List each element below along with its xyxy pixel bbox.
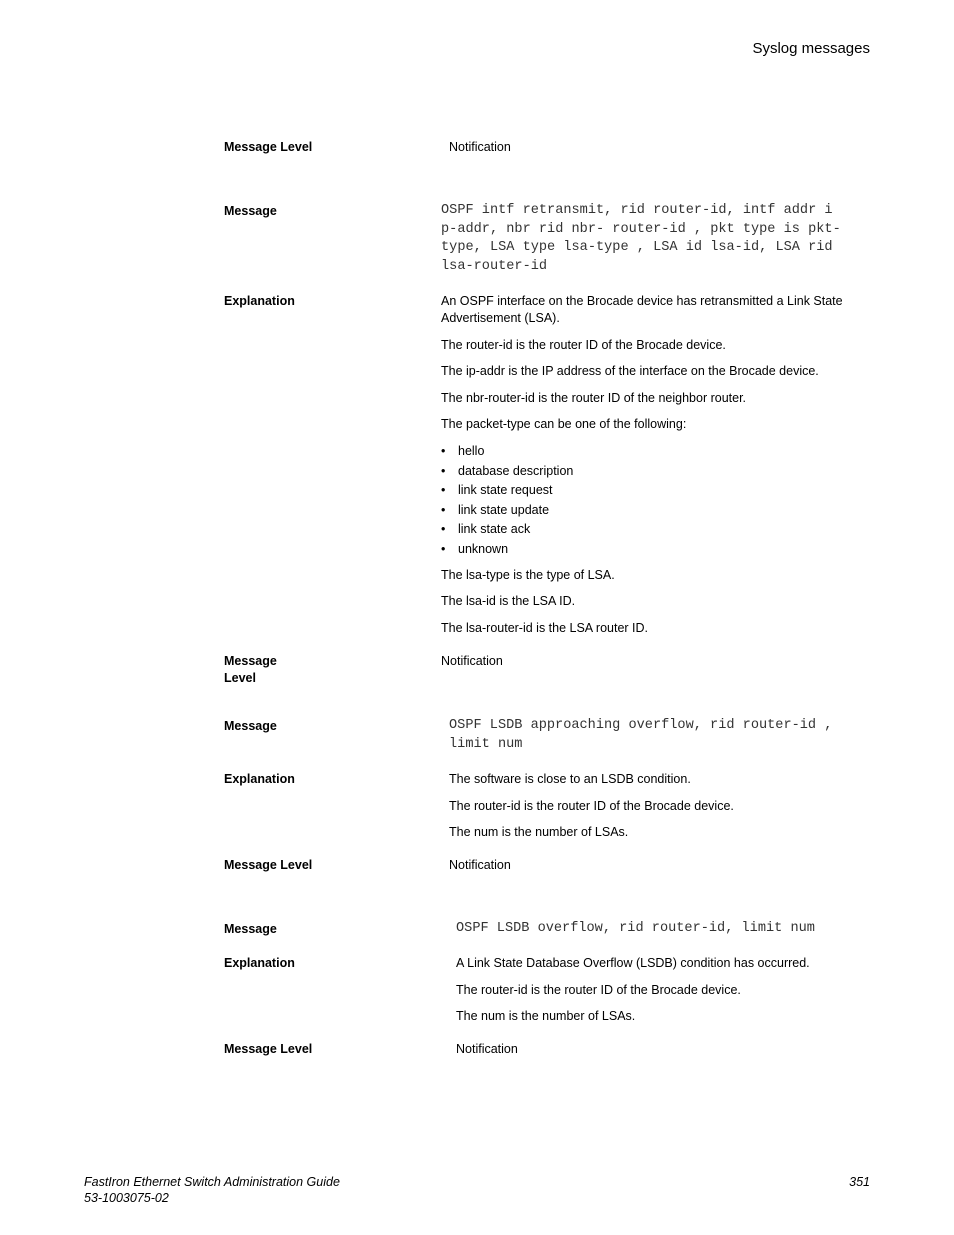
message-text-line: lsa-router-id [441,259,548,275]
message-text-line: limit num [449,736,523,752]
explanation-paragraph: The ip-addr is the IP address of the interface on the Brocade device. [441,364,819,378]
message-level-value: Notification [449,858,511,872]
message-level-label: Level [224,671,256,685]
list-item: • link state ack [441,522,531,536]
message-text-line: OSPF LSDB approaching overflow, rid router-id , [449,718,833,733]
message-level-label: Message [224,654,277,668]
explanation-paragraph: An OSPF interface on the Brocade device has retransmitted a Link State Advertisement (LSA). [441,294,843,325]
list-item: • hello [441,444,485,458]
message-label: Message [224,922,277,936]
explanation-paragraph: The num is the number of LSAs. [449,825,629,839]
explanation-paragraph: The lsa-router-id is the LSA router ID. [441,621,649,635]
footer-doc-number: 53-1003075-02 [84,1191,169,1205]
bullet-icon: • [441,522,446,536]
bullet-icon: • [441,502,446,517]
message-text-line: OSPF LSDB overflow, rid router-id, limit num [456,921,815,936]
explanation-paragraph: The router-id is the router ID of the Brocade device. [456,983,741,997]
explanation-label: Explanation [224,772,295,786]
explanation-paragraph: The lsa-type is the type of LSA. [441,568,615,582]
message-text-line: p-addr, nbr rid nbr- router-id , pkt type is pkt- [441,221,841,237]
explanation-paragraph: The num is the number of LSAs. [456,1009,636,1023]
message-label: Message [224,204,277,218]
page-number: 351 [849,1175,870,1189]
explanation-label: Explanation [224,956,295,970]
message-text-line: type, LSA type lsa-type , LSA id lsa-id, LSA rid [441,240,833,256]
explanation-paragraph: The packet-type can be one of the following: [441,417,687,431]
list-item: • unknown [441,541,509,556]
bullet-icon: • [441,483,446,497]
explanation-paragraph: A Link State Database Overflow (LSDB) condition has occurred. [456,956,810,970]
section-title: Syslog messages [752,40,870,57]
message-level-value: Notification [456,1042,518,1056]
message-label: Message [224,719,277,733]
message-text-line: OSPF intf retransmit, rid router-id, intf addr i [441,203,833,218]
list-item: • database description [441,463,574,478]
footer-doc-title: FastIron Ethernet Switch Administration Guide [84,1175,340,1189]
message-level-value: Notification [441,654,503,668]
bullet-icon: • [441,444,446,458]
list-item: • link state update [441,502,550,517]
explanation-paragraph: The router-id is the router ID of the Brocade device. [441,338,726,352]
bullet-icon: • [441,541,446,556]
explanation-label: Explanation [224,294,295,308]
explanation-paragraph: The software is close to an LSDB condition. [449,772,691,786]
message-level-label: Message Level [224,140,313,154]
message-level-value: Notification [449,140,511,154]
list-item: • link state request [441,483,553,497]
explanation-paragraph: The router-id is the router ID of the Brocade device. [449,799,734,813]
explanation-paragraph: The nbr-router-id is the router ID of the neighbor router. [441,391,747,405]
explanation-paragraph: The lsa-id is the LSA ID. [441,594,576,608]
bullet-icon: • [441,463,446,478]
packet-type-list [441,443,573,560]
message-level-label: Message Level [224,858,313,872]
message-level-label: Message Level [224,1042,313,1056]
